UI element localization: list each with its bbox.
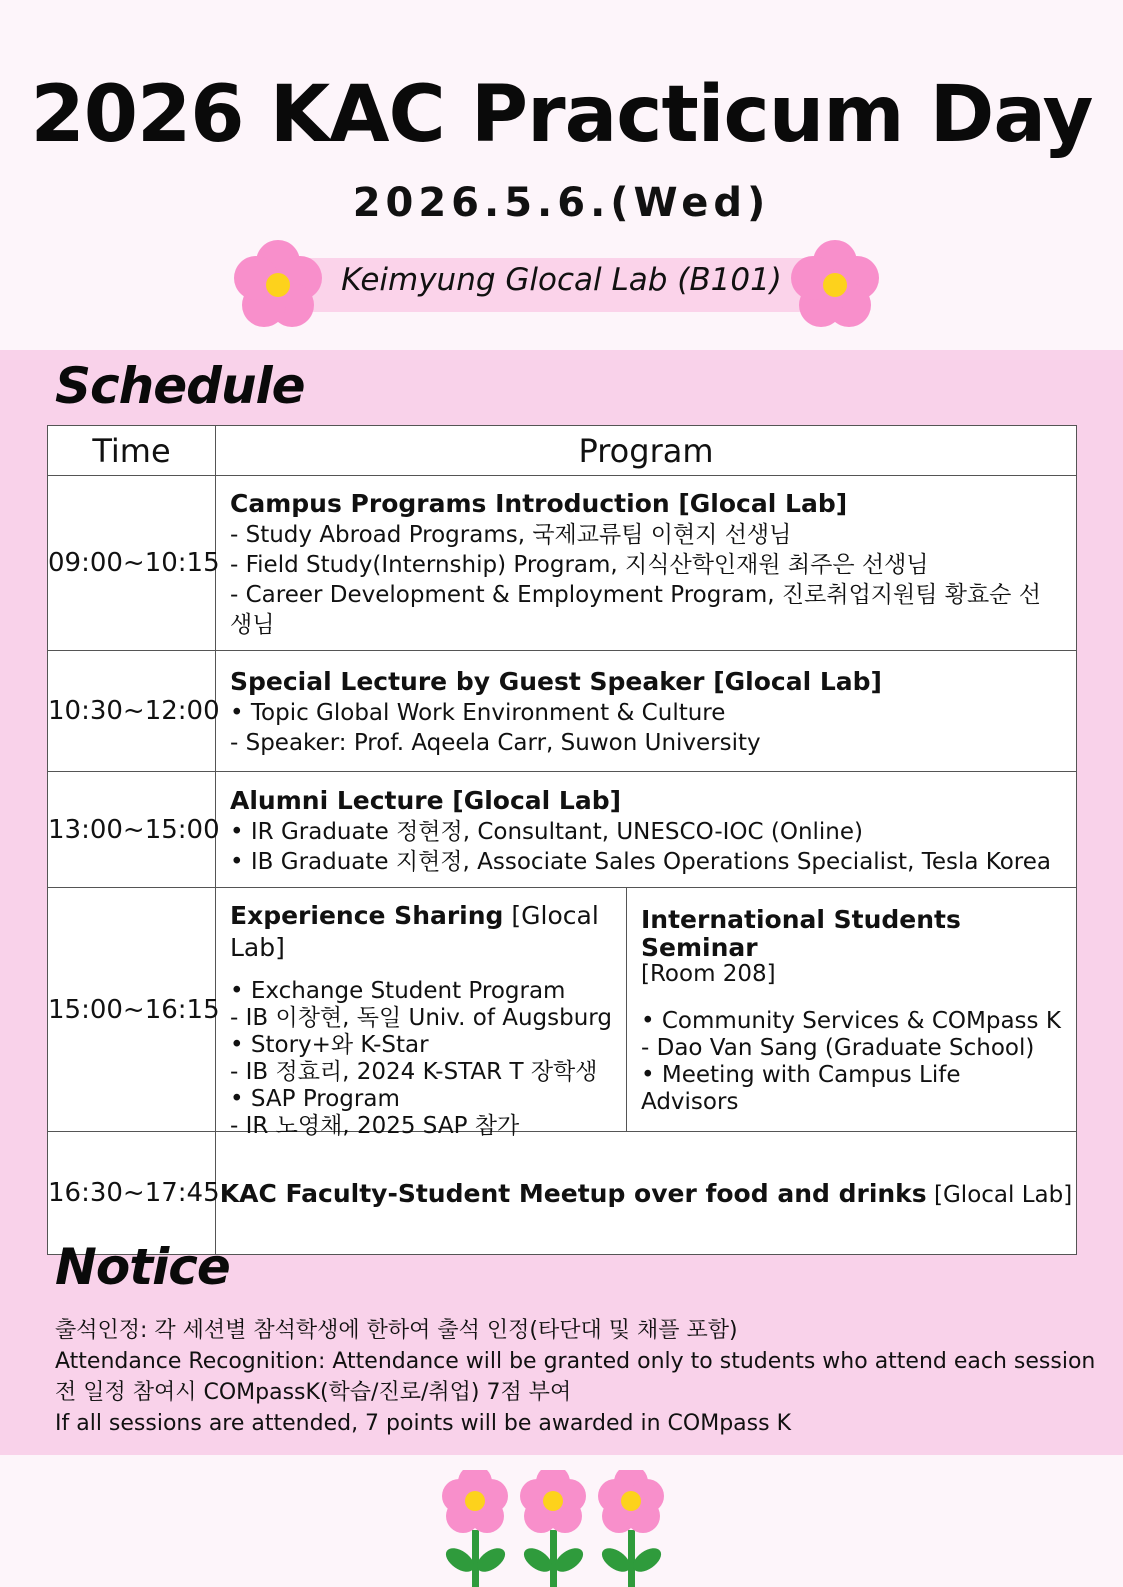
program-place: [Glocal Lab] (926, 1181, 1073, 1208)
column-header-time: Time (48, 426, 216, 476)
notice-line: If all sessions are attended, 7 points will be awarded in COMpass K (55, 1411, 791, 1436)
notice-line: 전 일정 참여시 COMpassK(학습/진로/취업) 7점 부여 (55, 1380, 572, 1405)
flower-icon (228, 235, 328, 335)
program-line: • Meeting with Campus Life Advisors (641, 1062, 961, 1115)
program-line: • Story+와 K-Star (230, 1032, 429, 1058)
program-title: Experience Sharing (230, 901, 504, 930)
table-row (48, 476, 1077, 651)
table-row (48, 651, 1077, 772)
program-line: - IR 노영채, 2025 SAP 참가 (230, 1113, 520, 1139)
table-header-row (48, 426, 1077, 476)
flower-icon (785, 235, 885, 335)
row-time: 15:00~16:15 (48, 888, 216, 1132)
row-program (216, 476, 1077, 651)
program-place: [Room 208] (641, 961, 776, 987)
program-line: - Career Development & Employment Program, 진로취업지원팀 황효순 선생님 (230, 582, 1041, 638)
row-program (216, 888, 1077, 1139)
row-time: 13:00~15:00 (48, 772, 216, 888)
notice-text (55, 1315, 1095, 1439)
row-program (216, 651, 1077, 772)
program-line: • IR Graduate 정현정, Consultant, UNESCO-IOC (Online) (230, 818, 864, 845)
program-line: - Dao Van Sang (Graduate School) (641, 1035, 1035, 1061)
notice-heading: Notice (55, 1238, 230, 1296)
table-row (48, 772, 1077, 888)
row-time: 10:30~12:00 (48, 651, 216, 772)
row-time: 09:00~10:15 (48, 476, 216, 651)
column-header-program: Program (216, 426, 1077, 476)
event-date: 2026.5.6.(Wed) (352, 180, 771, 226)
header (0, 0, 1123, 350)
row-program (216, 1132, 1077, 1255)
program-title: International Students Seminar (641, 905, 961, 962)
program-line: • Exchange Student Program (230, 978, 566, 1004)
schedule-table (47, 425, 1077, 1255)
table-row (48, 888, 1077, 1132)
session-international-seminar (627, 888, 1076, 1131)
program-title: KAC Faculty-Student Meetup over food and drinks (219, 1178, 927, 1208)
program-line: • SAP Program (230, 1086, 400, 1112)
row-program (216, 772, 1077, 888)
program-line: - IB 정효리, 2024 K-STAR T 장학생 (230, 1059, 598, 1085)
program-line: • Topic Global Work Environment & Culture (230, 700, 726, 726)
program-line: - IB 이창현, 독일 Univ. of Augsburg (230, 1005, 612, 1031)
tulip-icon (440, 1470, 680, 1587)
row-time: 16:30~17:45 (48, 1132, 216, 1255)
program-title: Campus Programs Introduction [Glocal Lab] (230, 489, 848, 518)
program-line: • Community Services & COMpass K (641, 1008, 1061, 1034)
program-line: • IB Graduate 지현정, Associate Sales Operations Specialist, Tesla Korea (230, 848, 1051, 875)
table-row (48, 1132, 1077, 1255)
program-title: Alumni Lecture [Glocal Lab] (230, 785, 622, 815)
page-title: 2026 KAC Practicum Day (30, 70, 1093, 160)
event-location: Keimyung Glocal Lab (B101) (341, 262, 782, 298)
notice-line: Attendance Recognition: Attendance will be granted only to students who attend each session (55, 1349, 1096, 1374)
program-place: [Glocal Lab] (230, 901, 599, 962)
notice-line: 출석인정: 각 세션별 참석학생에 한하여 출석 인정(타단대 및 채플 포함) (55, 1318, 738, 1343)
session-experience-sharing (216, 888, 627, 1139)
program-line: - Speaker: Prof. Aqeela Carr, Suwon University (230, 730, 761, 756)
schedule-heading: Schedule (55, 357, 305, 415)
program-line: - Field Study(Internship) Program, 지식산학인재원 최주은 선생님 (230, 552, 929, 578)
program-line: - Study Abroad Programs, 국제교류팀 이현지 선생님 (230, 522, 792, 548)
program-title: Special Lecture by Guest Speaker [Glocal Lab] (230, 667, 882, 696)
